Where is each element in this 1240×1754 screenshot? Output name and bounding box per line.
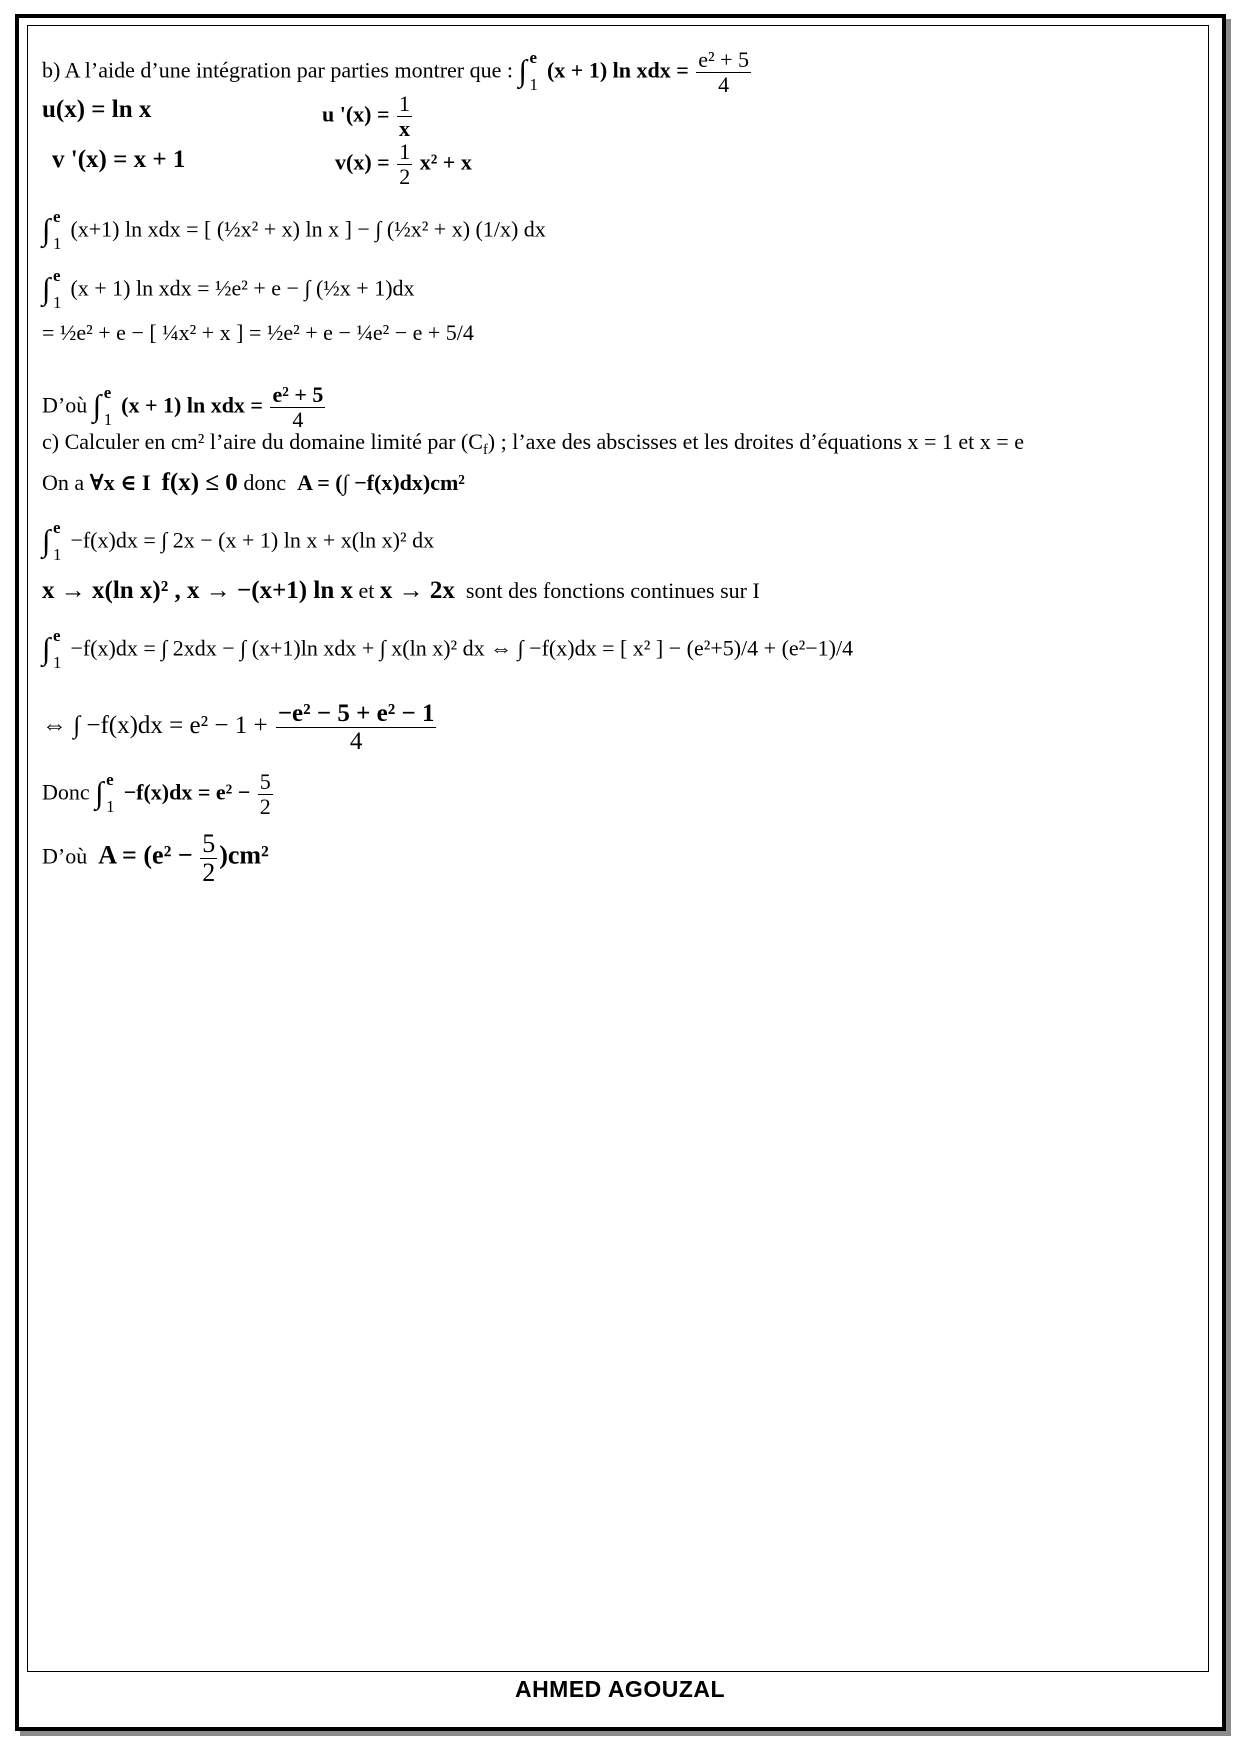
integral-expansion: ∫ e 1 −f(x)dx = ∫ 2x − (x + 1) ln x + x(ln x)² dx xyxy=(42,518,435,564)
conclusion-b: D’où ∫ e 1 (x + 1) ln xdx = $\frac{\text{e² + 5}}{4}$ xyxy=(42,382,324,432)
question-b-integrand: (x + 1) ln xdx = xyxy=(546,57,689,83)
continuity-statement: x → x(ln x)² , x → −(x+1) ln x et x → 2x sont des fonctions continues sur I xyxy=(42,577,760,604)
ipp-step-3: = ½e² + e − [ ¼x² + x ] = ½e² + e − ¼e² − e + 5/4 xyxy=(42,320,474,345)
area-formula: A = (∫ −f(x)dx)cm² xyxy=(297,470,465,495)
ipp-step-2: ∫ e 1 (x + 1) ln xdx = ½e² + e − ∫ (½x + 1)dx xyxy=(42,266,415,312)
question-b-fraction: $\frac{\text{e² + 5}}{4}$ xyxy=(698,47,750,97)
integral-sign-icon: ∫ e 1 xyxy=(42,518,62,564)
integral-sign-icon: ∫ e 1 xyxy=(42,266,62,312)
ipp-step-1: ∫ e 1 (x+1) ln xdx = [ (½x² + x) ln x ] − ∫ (½x² + x) (1/x) dx xyxy=(42,207,546,253)
integral-sign-icon: ∫ e 1 xyxy=(42,207,62,253)
integral-sign-icon: ∫ e 1 xyxy=(518,47,538,94)
integral-sign-icon: ∫ e 1 xyxy=(95,769,115,816)
question-c: c) Calculer en cm² l’aire du domaine limité par $(C_f)$ ; l’axe des abscisses et les droites d’équations x = 1 et x = e xyxy=(42,429,1024,459)
equivalence-step: ⇔ ∫ −f(x)dx = e² − 1 + $\frac{\text{−e² − 5 + e² − 1}}{4}$ xyxy=(42,700,435,755)
v-definition: v(x) = $\frac{1}{2}$ x² + x xyxy=(335,139,472,189)
integral-sign-icon: ∫ e 1 xyxy=(42,626,62,672)
donc-result: Donc ∫ e 1 −f(x)dx = e² − $\frac{5}{2}$ xyxy=(42,769,271,819)
integral-split: ∫ e 1 −f(x)dx = ∫ 2xdx − ∫ (x+1)ln xdx + ∫ x(ln x)² dx ⇔ ∫ −f(x)dx = [ x² ] − (e²+5)/4 + (e²−1)/4 xyxy=(42,626,854,672)
footer-divider xyxy=(27,1671,1209,1672)
question-b-prompt: b) A l’aide d’une intégration par parties montrer que : xyxy=(42,57,514,83)
question-b xyxy=(42,48,753,97)
v-prime-definition: v '(x) = x + 1 xyxy=(52,146,186,173)
u-definition: u(x) = ln x xyxy=(42,96,152,123)
integral-sign-icon: ∫ e 1 xyxy=(92,382,113,429)
author-footer: AHMED AGOUZAL xyxy=(514,1676,726,1702)
u-prime-definition: u '(x) = $\frac{1}{x}$ xyxy=(322,91,411,141)
final-area: D’où A = (e² − $\frac{5}{2}$ )cm² xyxy=(42,829,269,888)
sign-condition: On a ∀x ∈ I f(x) ≤ 0 donc A = (∫ −f(x)dx)cm² xyxy=(42,469,465,496)
